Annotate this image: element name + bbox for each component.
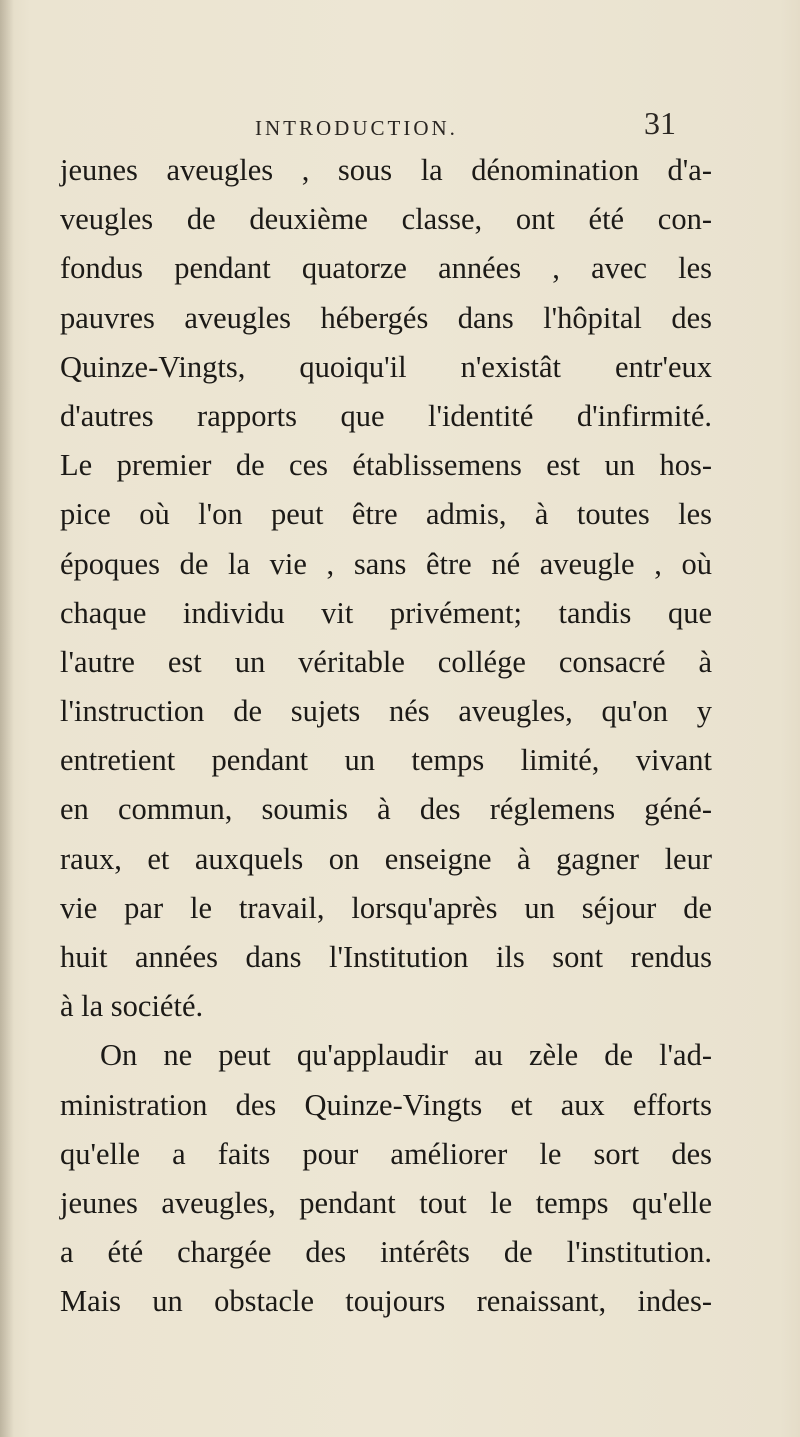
text-line: Mais un obstacle toujours renaissant, indes- — [60, 1284, 712, 1319]
text-line: huit années dans l'Institution ils sont rendus — [60, 940, 712, 974]
text-line: pice où l'on peut être admis, à toutes les — [60, 497, 712, 532]
page-number: 31 — [644, 105, 676, 141]
text-line: a été chargée des intérêts de l'institution. — [60, 1235, 712, 1270]
text-line: fondus pendant quatorze années , avec les — [60, 251, 712, 286]
text-line: entretient pendant un temps limité, vivant — [60, 743, 712, 778]
body-text — [60, 146, 712, 1327]
text-line: jeunes aveugles , sous la dénomination d'a- — [60, 153, 712, 187]
text-line: veugles de deuxième classe, ont été con- — [60, 202, 712, 237]
text-line-paragraph-end: à la société. — [60, 989, 204, 1024]
text-line: d'autres rapports que l'identité d'infirmité. — [60, 398, 712, 433]
text-line: pauvres aveugles hébergés dans l'hôpital des — [60, 300, 712, 335]
text-line: jeunes aveugles, pendant tout le temps qu'elle — [60, 1185, 712, 1220]
text-line: en commun, soumis à des réglemens géné- — [60, 792, 712, 827]
text-line: l'instruction de sujets nés aveugles, qu'on y — [60, 694, 712, 729]
text-line-paragraph-start: On ne peut qu'applaudir au zèle de l'ad- — [100, 1038, 712, 1073]
text-line: Quinze-Vingts, quoiqu'il n'existât entr'eux — [60, 349, 712, 384]
running-title: INTRODUCTION. — [255, 116, 458, 140]
text-line: raux, et auxquels on enseigne à gagner leur — [60, 841, 712, 876]
text-line: chaque individu vit privément; tandis que — [60, 595, 712, 630]
text-line: ministration des Quinze-Vingts et aux efforts — [60, 1087, 712, 1122]
text-line: vie par le travail, lorsqu'après un séjour de — [60, 890, 712, 925]
binding-shadow — [0, 0, 14, 1437]
text-line: époques de la vie , sans être né aveugle , où — [60, 546, 712, 581]
text-line: l'autre est un véritable collége consacré à — [60, 644, 712, 679]
text-line: Le premier de ces établissemens est un hos- — [60, 448, 712, 483]
text-line: qu'elle a faits pour améliorer le sort des — [60, 1136, 712, 1171]
